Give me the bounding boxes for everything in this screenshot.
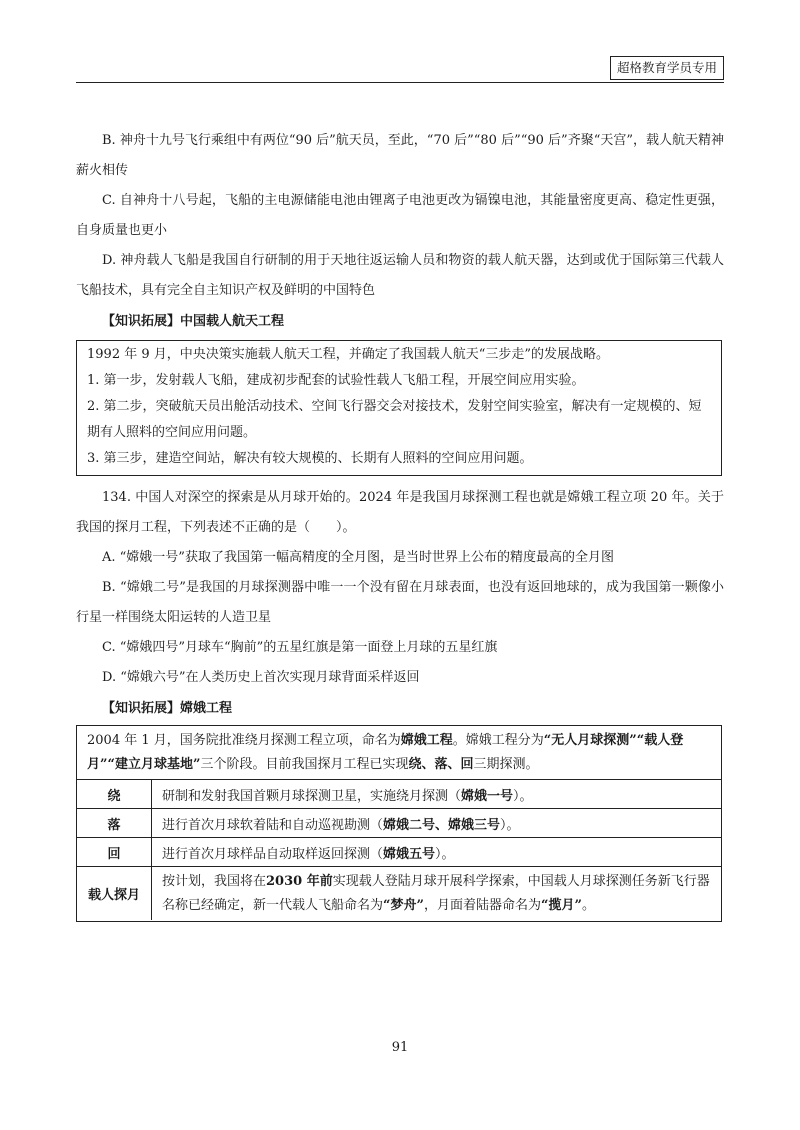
page-header (76, 56, 724, 83)
knowledge-heading-manned-spaceflight: 【知识拓展】中国载人航天工程 (102, 314, 285, 329)
page-number: 91 (391, 1040, 409, 1055)
header-label: 超格教育学员专用 (610, 56, 724, 80)
row-label: 载人探月 (77, 867, 152, 920)
knowledge1-step1: 1. 第一步，发射载人飞船，建成初步配套的试验性载人飞船工程，开展空间应用实验。 (87, 373, 585, 388)
knowledge-box-manned-spaceflight (76, 340, 722, 476)
row-label: 落 (77, 809, 152, 837)
knowledge-heading-change-project: 【知识拓展】嫦娥工程 (102, 701, 233, 716)
question-option-a: A. “嫦娥一号”获取了我国第一幅高精度的全月图，是当时世界上公布的精度最高的全月图 (102, 550, 614, 565)
question-134-stem: 134. 中国人对深空的探索是从月球开始的。2024 年是我国月球探测工程也就是嫦娥工程立项 20 年。关于我国的探月工程，下列表述不正确的是（ ）。 (76, 490, 724, 535)
table-row (77, 838, 721, 867)
row-label: 回 (77, 838, 152, 866)
option-c-top: C. 自神舟十八号起，飞船的主电源储能电池由锂离子电池更改为镉镍电池，其能量密度更高、稳定性更强，自身质量也更小 (76, 193, 724, 238)
question-option-d: D. “嫦娥六号”在人类历史上首次实现月球背面采样返回 (102, 670, 420, 685)
knowledge1-step3: 3. 第三步，建造空间站，解决有较大规模的、长期有人照料的空间应用问题。 (87, 451, 533, 466)
row-text: 进行首次月球样品自动取样返回探测（ 嫦娥五号 ）。 (162, 846, 455, 862)
question-option-c: C. “嫦娥四号”月球车“胸前”的五星红旗是第一面登上月球的五星红旗 (102, 640, 498, 655)
option-d-top: D. 神舟载人飞船是我国自行研制的用于天地往返运输人员和物资的载人航天器，达到或优于国际第三代载人飞船技术，具有完全自主知识产权及鲜明的中国特色 (76, 253, 724, 298)
question-option-b: B. “嫦娥二号”是我国的月球探测器中唯一一个没有留在月球表面，也没有返回地球的，成为我国第一颗像小行星一样围绕太阳运转的人造卫星 (76, 580, 724, 625)
option-b-top: B. 神舟十九号飞行乘组中有两位“90 后”航天员，至此，“70 后”“80 后”“90 后”齐聚“天宫”，载人航天精神薪火相传 (76, 133, 724, 178)
knowledge1-step2: 2. 第二步，突破航天员出舱活动技术、空间飞行器交会对接技术，发射空间实验室，解决有一定规模的、短期有人照料的空间应用问题。 (87, 399, 702, 440)
knowledge2-intro: 2004 年 1 月，国务院批准绕月探测工程立项，命名为嫦娥工程。嫦娥工程分为“无人月球探测”“载人登月”“建立月球基地”三个阶段。目前我国探月工程已实现绕、落、回三期探测。 (77, 726, 721, 780)
row-text: 研制和发射我国首颗月球探测卫星，实施绕月探测（ 嫦娥一号 ）。 (162, 788, 533, 804)
row-text: 按计划，我国将在2030 年前实现载人登陆月球开展科学探索，中国载人月球探测任务新飞行器名称已经确定，新一代载人飞船命名为“梦舟”，月面着陆器命名为“揽月”。 (162, 874, 710, 913)
row-text: 进行首次月球软着陆和自动巡视勘测（ 嫦娥二号、嫦娥三号 ）。 (162, 817, 520, 833)
row-label: 绕 (77, 780, 152, 808)
table-row (77, 809, 721, 838)
knowledge1-intro: 1992 年 9 月，中央决策实施载人航天工程，并确定了我国载人航天“三步走”的发展战略。 (87, 347, 610, 362)
table-row (77, 780, 721, 809)
table-row (77, 867, 721, 920)
knowledge-table-change-project (76, 725, 722, 922)
